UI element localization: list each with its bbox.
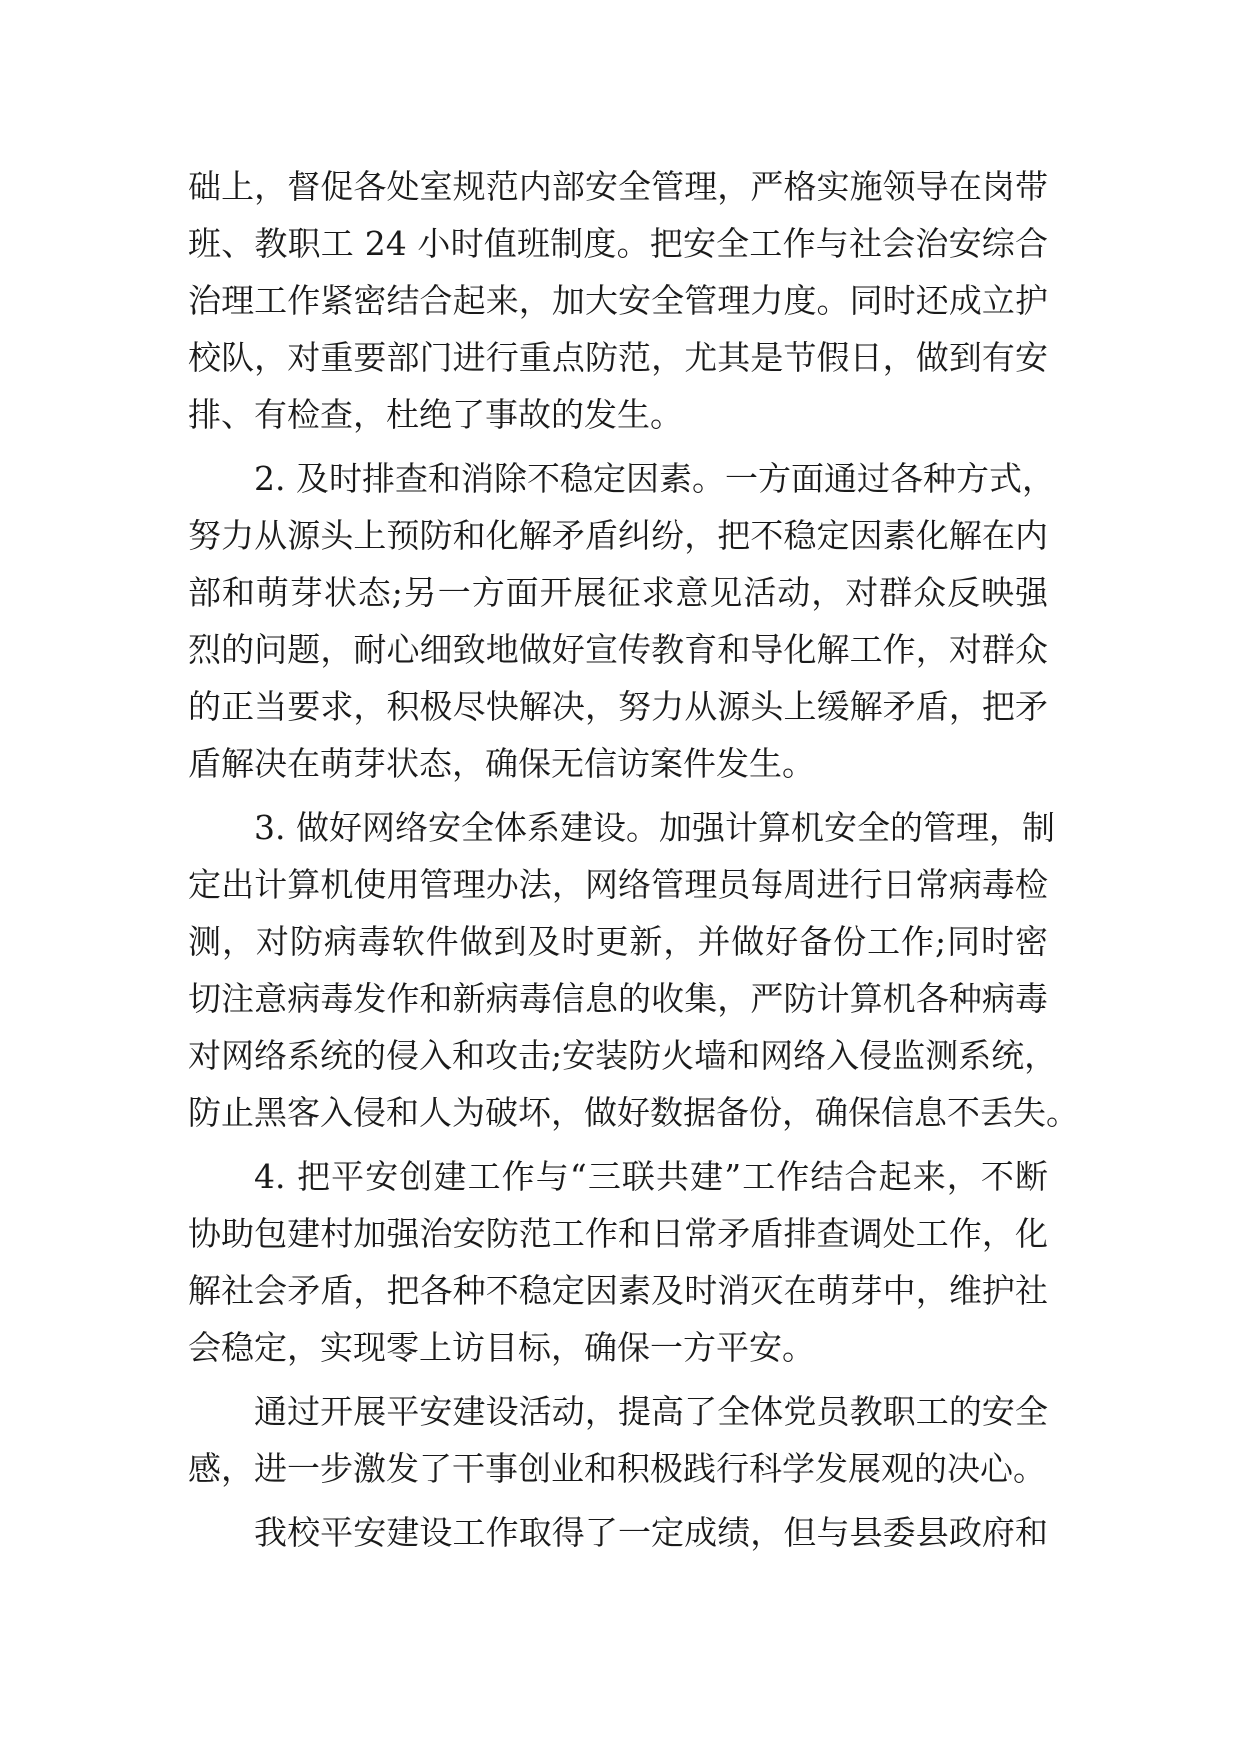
text-line: 4. 把平安创建工作与“三联共建”工作结合起来，不断 (254, 1157, 1048, 1196)
text-line: 防止黑客入侵和人为破坏，做好数据备份，确保信息不丢失。 (188, 1093, 1079, 1132)
text-line: 定出计算机使用管理办法，网络管理员每周进行日常病毒检 (188, 865, 1048, 904)
text-line: 协助包建村加强治安防范工作和日常矛盾排查调处工作，化 (188, 1214, 1048, 1253)
text-line: 我校平安建设工作取得了一定成绩，但与县委县政府和 (254, 1513, 1048, 1552)
text-line: 解社会矛盾，把各种不稳定因素及时消灭在萌芽中，维护社 (188, 1271, 1048, 1310)
text-line: 2. 及时排查和消除不稳定因素。一方面通过各种方式， (254, 459, 1055, 498)
text-line: 治理工作紧密结合起来，加大安全管理力度。同时还成立护 (188, 281, 1048, 320)
text-line: 对网络系统的侵入和攻击;安装防火墙和网络入侵监测系统， (188, 1036, 1058, 1075)
text-line: 切注意病毒发作和新病毒信息的收集，严防计算机各种病毒 (188, 979, 1048, 1018)
text-line: 校队，对重要部门进行重点防范，尤其是节假日，做到有安 (188, 338, 1048, 377)
text-line: 会稳定，实现零上访目标，确保一方平安。 (188, 1328, 815, 1367)
text-line: 测，对防病毒软件做到及时更新，并做好备份工作;同时密 (188, 922, 1048, 961)
text-line: 烈的问题，耐心细致地做好宣传教育和导化解工作，对群众 (188, 630, 1048, 669)
text-line: 排、有检查，杜绝了事故的发生。 (188, 395, 683, 434)
text-line: 部和萌芽状态;另一方面开展征求意见活动，对群众反映强 (188, 573, 1048, 612)
text-line: 础上，督促各处室规范内部安全管理，严格实施领导在岗带 (188, 167, 1048, 206)
text-line: 的正当要求，积极尽快解决，努力从源头上缓解矛盾，把矛 (188, 687, 1048, 726)
text-line: 感，进一步激发了干事创业和积极践行科学发展观的决心。 (188, 1449, 1046, 1488)
text-line: 3. 做好网络安全体系建设。加强计算机安全的管理，制 (254, 808, 1055, 847)
document-body (188, 158, 1079, 1561)
text-line: 盾解决在萌芽状态，确保无信访案件发生。 (188, 744, 815, 783)
text-line: 通过开展平安建设活动，提高了全体党员教职工的安全 (254, 1392, 1048, 1431)
text-line: 班、教职工 24 小时值班制度。把安全工作与社会治安综合 (188, 224, 1048, 263)
text-line: 努力从源头上预防和化解矛盾纠纷，把不稳定因素化解在内 (188, 516, 1048, 555)
